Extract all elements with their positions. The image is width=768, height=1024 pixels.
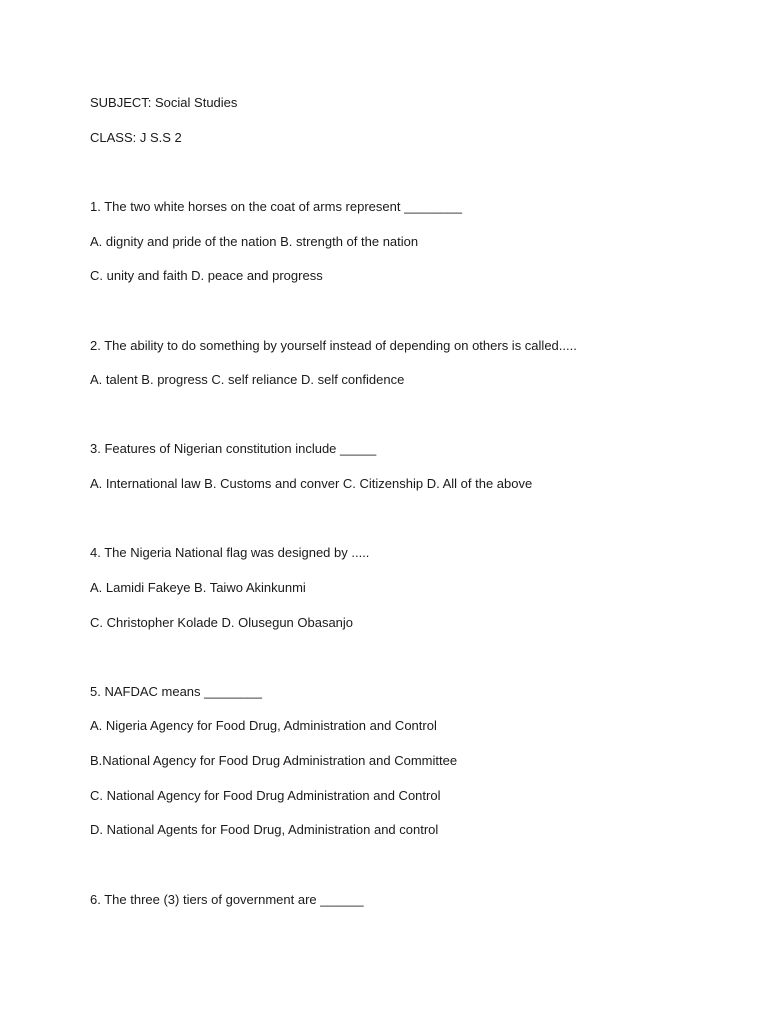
subject-line: SUBJECT: Social Studies <box>90 95 238 110</box>
class-line: CLASS: J S.S 2 <box>90 130 182 145</box>
question-4-stem: 4. The Nigeria National flag was designed by ..... <box>90 545 370 560</box>
question-3-stem: 3. Features of Nigerian constitution include _____ <box>90 441 377 456</box>
question-1-options-line-1: A. dignity and pride of the nation B. strength of the nation <box>90 234 419 249</box>
question-4-options-line-1: A. Lamidi Fakeye B. Taiwo Akinkunmi <box>90 580 306 595</box>
question-5-options-line-3: C. National Agency for Food Drug Administration and Control <box>90 788 441 803</box>
question-4-options-line-2: C. Christopher Kolade D. Olusegun Obasanjo <box>90 615 354 630</box>
question-3-options-line-1: A. International law B. Customs and conver C. Citizenship D. All of the above <box>90 476 533 491</box>
question-5-options-line-2: B.National Agency for Food Drug Administration and Committee <box>90 753 458 768</box>
question-5-options-line-1: A. Nigeria Agency for Food Drug, Administration and Control <box>90 718 437 733</box>
question-5-options-line-4: D. National Agents for Food Drug, Administration and control <box>90 822 439 837</box>
question-1-stem: 1. The two white horses on the coat of arms represent ________ <box>90 199 462 214</box>
question-2-stem: 2. The ability to do something by yourself instead of depending on others is called..... <box>90 338 577 353</box>
question-2-options-line-1: A. talent B. progress C. self reliance D. self confidence <box>90 372 405 387</box>
question-5-stem: 5. NAFDAC means ________ <box>90 684 262 699</box>
question-6-stem: 6. The three (3) tiers of government are ______ <box>90 892 364 907</box>
question-1-options-line-2: C. unity and faith D. peace and progress <box>90 268 323 283</box>
